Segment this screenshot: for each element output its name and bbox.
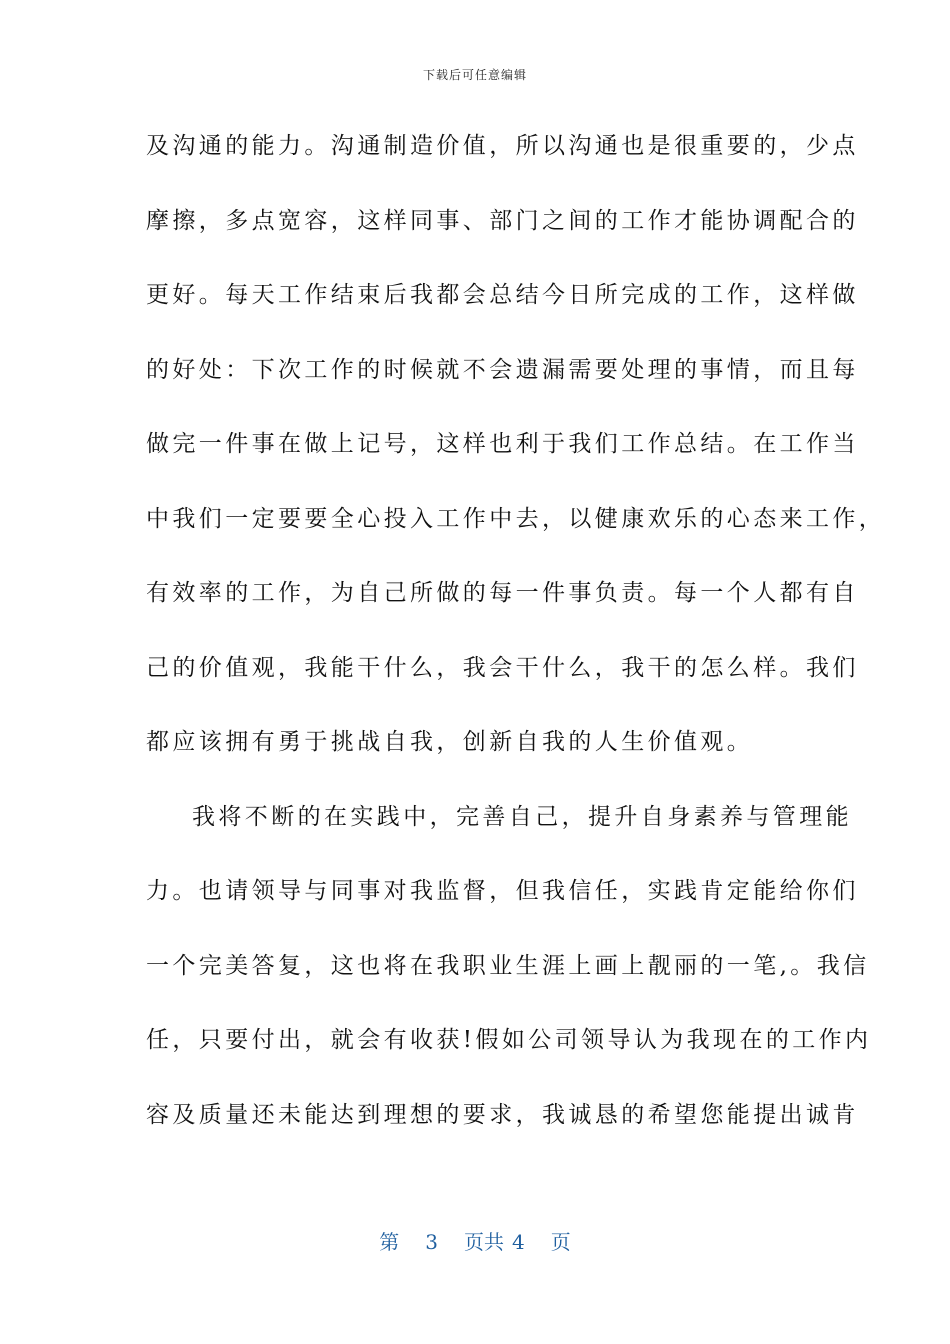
paragraph-line: 容及质量还未能达到理想的要求，我诚恳的希望您能提出诚肯 [146, 1101, 859, 1128]
paragraph-line-indented: 我将不断的在实践中，完善自己，提升自身素养与管理能 [192, 803, 852, 830]
paragraph-line: 更好。每天工作结束后我都会总结今日所完成的工作，这样做 [146, 282, 859, 308]
paragraph-line: 己的价值观，我能干什么，我会干什么，我干的怎么样。我们 [146, 654, 859, 681]
current-page-number: 3 [425, 1230, 438, 1254]
paragraph-line: 摩擦，多点宽容，这样同事、部门之间的工作才能协调配合的 [146, 207, 859, 234]
paragraph-line: 中我们一定要要全心投入工作中去，以健康欢乐的心态来工作， [146, 505, 886, 532]
paragraph-line: 一个完美答复，这也将在我职业生涯上画上靓丽的一笔,。我信 [146, 952, 870, 979]
page-label-suffix: 页 [550, 1230, 571, 1254]
total-pages-number: 4 [512, 1230, 525, 1254]
paragraph-line: 做完一件事在做上记号，这样也利于我们工作总结。在工作当 [146, 431, 859, 457]
paragraph-line: 都应该拥有勇于挑战自我，创新自我的人生价值观。 [146, 729, 754, 755]
page-header: 下载后可任意编辑 [422, 68, 527, 82]
page-label-prefix: 第 [379, 1230, 400, 1254]
paragraph-line: 及沟通的能力。沟通制造价值，所以沟通也是很重要的，少点 [146, 133, 859, 159]
paragraph-line: 的好处：下次工作的时候就不会遗漏需要处理的事情，而且每 [146, 356, 859, 383]
page-label-mid: 页共 [464, 1230, 504, 1254]
page-footer [0, 1226, 950, 1255]
document-body [146, 118, 886, 1161]
paragraph-line: 任，只要付出，就会有收获!假如公司领导认为我现在的工作内 [146, 1027, 872, 1053]
paragraph-line: 力。也请领导与同事对我监督，但我信任，实践肯定能给你们 [146, 878, 859, 904]
paragraph-line: 有效率的工作，为自己所做的每一件事负责。每一个人都有自 [146, 580, 859, 606]
